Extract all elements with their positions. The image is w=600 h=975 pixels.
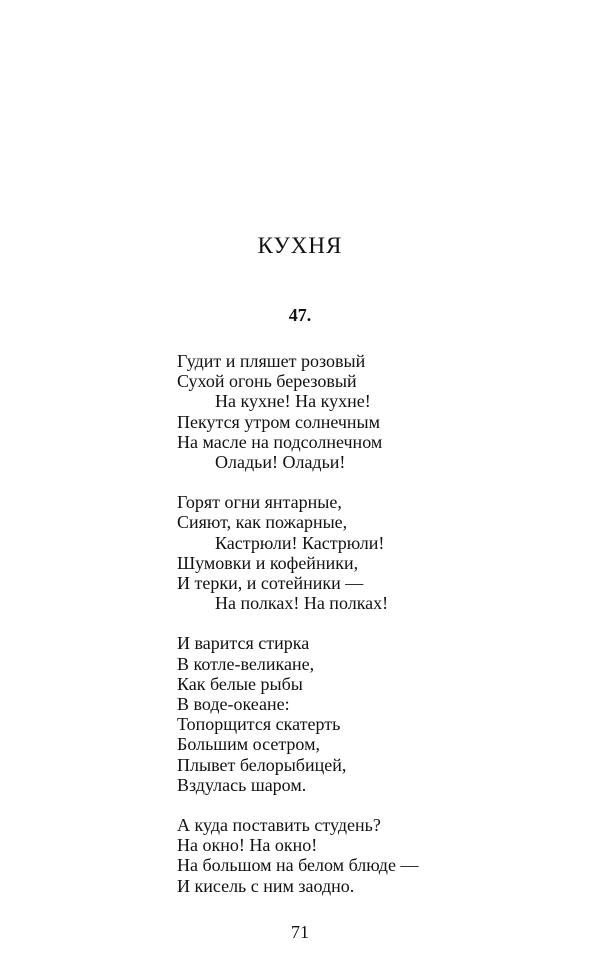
stanza (177, 815, 577, 896)
poem-line: Сияют, как пожарные, (177, 512, 348, 533)
poem-line: В воде-океане: (177, 694, 290, 715)
page-number: 71 (291, 922, 309, 942)
poem-body (177, 351, 577, 916)
poem-line: Пекутся утром солнечным (177, 411, 381, 432)
poem-line: Как белые рыбы (177, 673, 303, 694)
poem-line: На кухне! На кухне! (215, 391, 371, 412)
poem-line: На масле на подсолнечном (177, 431, 383, 452)
poem-line: А куда поставить студень? (177, 815, 381, 836)
poem-line: Вздулась шаром. (177, 774, 307, 795)
poem-line: Оладьи! Оладьи! (215, 452, 346, 473)
poem-line: Шумовки и кофейники, (177, 552, 359, 573)
poem-section-title: КУХНЯ (257, 233, 343, 258)
poem-line: В котле-великане, (177, 653, 315, 674)
poem-line: Сухой огонь березовый (177, 371, 357, 392)
poem-line: Горят огни янтарные, (177, 492, 342, 513)
poem-line: И кисель с ним заодно. (177, 875, 355, 896)
poem-line: Кастрюли! Кастрюли! (215, 532, 385, 553)
poem-number: 47. (288, 305, 312, 325)
poem-line: Гудит и пляшет розовый (177, 351, 366, 371)
stanza (177, 633, 577, 795)
poem-line: Большим осетром, (177, 734, 320, 755)
poem-line: Плывет белорыбицей, (177, 754, 347, 775)
poem-line: И терки, и сотейники — (177, 573, 364, 594)
poem-line: Топорщится скатерть (177, 714, 341, 735)
poem-line: На полках! На полках! (215, 593, 389, 614)
poem-line: На большом на белом блюде — (177, 855, 419, 876)
stanza (177, 351, 577, 472)
stanza (177, 492, 577, 613)
poem-line: На окно! На окно! (177, 835, 318, 856)
poem-line: И варится стирка (177, 633, 310, 654)
